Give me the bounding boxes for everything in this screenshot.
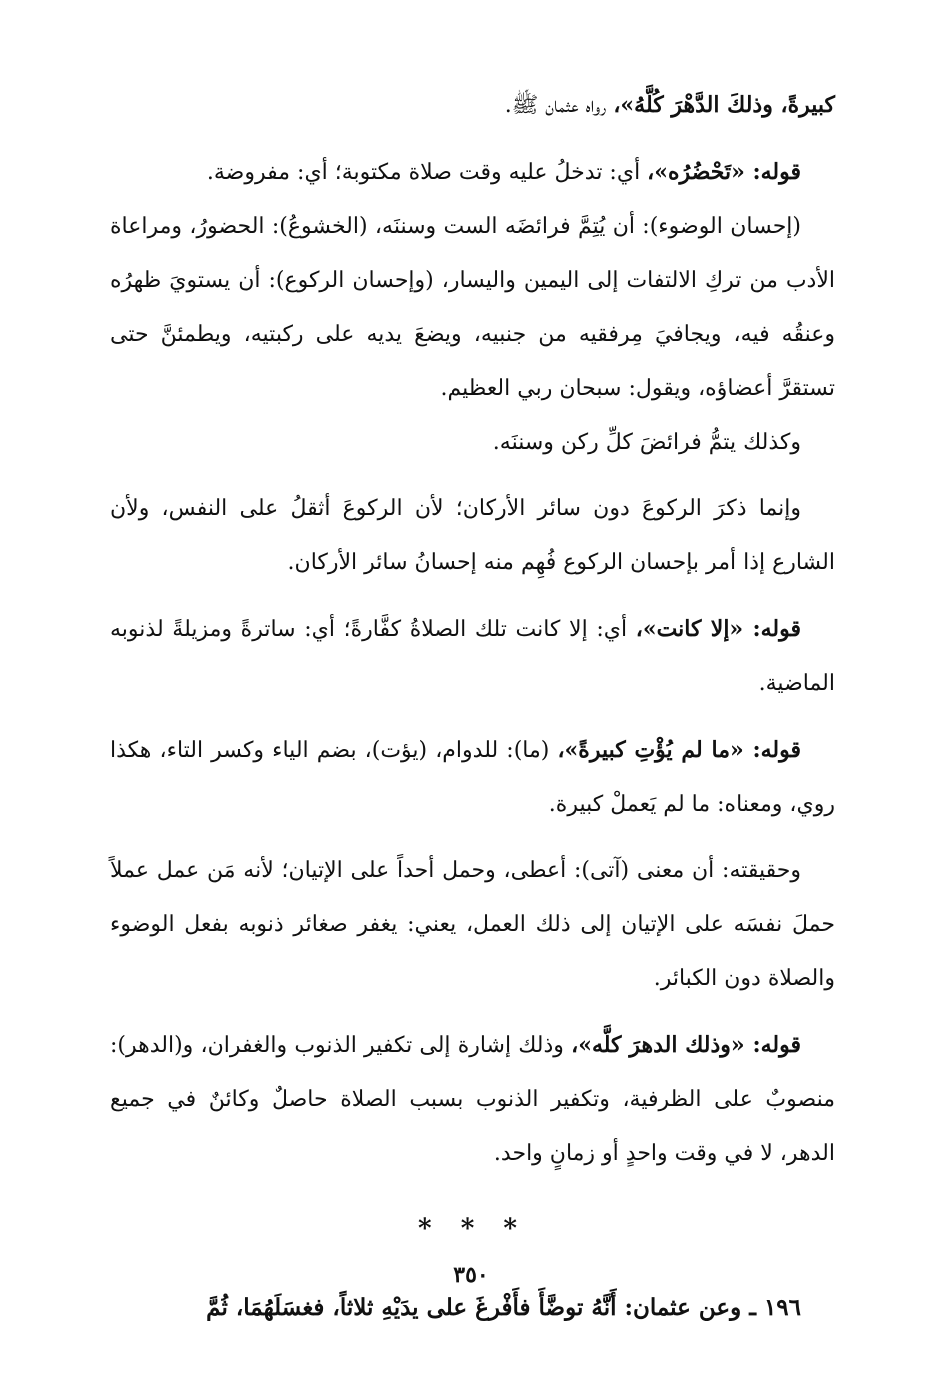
commentary-paragraph-4: وإنما ذكرَ الركوعَ دون سائر الأركان؛ لأن الركوعَ أثقلُ على النفس، ولأن الشارع إذا أمر بإحسان الركوع فُهِم منه إحسانُ سائر الأركان.	[110, 496, 835, 575]
quote-label: قوله: «وذلك الدهرَ كلَّه»،	[571, 1032, 801, 1058]
commentary-paragraph-5	[110, 602, 835, 711]
commentary-paragraph-2: (إحسان الوضوء): أن يُتِمَّ فرائضَه الست وسننَه، (الخشوعُ): الحضورُ، ومراعاة الأدب من تركِ الالتفات إلى اليمين واليسار، (وإحسان الركوع): أن يستويَ ظهرُه وعنقُه فيه، ويجافيَ مِرفقيه من جنبيه، ويضعَ يديه على ركبتيه، ويطمئنَّ حتى تستقرَّ أعضاؤه، ويقول: سبحان ربي العظيم.	[110, 214, 835, 401]
section-separator: * * *	[418, 1214, 527, 1244]
paragraph-text: (ما): للدوام، (يؤت)، بضم الياء وكسر التاء، هكذا روي، ومعناه: ما لم يَعملْ كبيرة.	[110, 738, 835, 817]
quote-label: قوله: «تَحْضُرُه»،	[647, 159, 801, 185]
paragraph-text: أي: تدخلُ عليه وقت صلاة مكتوبة؛ أي: مفروضة.	[206, 160, 648, 185]
top-line	[110, 78, 835, 133]
commentary-paragraph-7: وحقيقته: أن معنى (آتى): أعطى، وحمل أحداً على الإتيان؛ لأنه مَن عمل عملاً حملَ نفسَه على الإتيان إلى ذلك العمل، يعني: يغفر صغائر ذنوبه بفعل الوضوء والصلاة دون الكبائر.	[110, 858, 835, 991]
top-line-text: رواه عثمان ﷺ.	[504, 93, 614, 118]
quote-label: قوله: «إلا كانت»،	[635, 616, 801, 642]
quote-label: قوله: «ما لم يُؤْتِ كبيرةً»،	[557, 737, 801, 763]
commentary-paragraph-6	[110, 723, 835, 832]
commentary-paragraph-8	[110, 1018, 835, 1181]
page-number: ٣٥٠	[453, 1262, 489, 1288]
commentary-paragraph-3: وكذلك يتمُّ فرائضَ كلِّ ركن وسننَه.	[492, 430, 801, 455]
top-line-bold: كبيرةً، وذلكَ الدَّهْرَ كُلَّهُ»،	[613, 92, 835, 118]
paragraph-text: وذلك إشارة إلى تكفير الذنوب والغفران، و(الدهر): منصوبٌ على الظرفية، وتكفير الذنوب بسبب الصلاة حاصلٌ وكائنٌ في جميع الدهر، لا في وقت واحدٍ أو زمانٍ واحد.	[110, 1033, 835, 1166]
hadith-text: ١٩٦ ـ وعن عثمان: أَنَّهُ توضَّأَ فأَفْرغَ على يدَيْهِ ثلاثاً، فغسَلَهُمَا، ثُمَّ	[206, 1294, 801, 1321]
commentary-paragraph-1	[110, 145, 835, 200]
paragraph-text: أي: إلا كانت تلك الصلاةُ كفَّارةً؛ أي: ساترةً ومزيلةً لذنوبه الماضية.	[110, 617, 835, 696]
page-body	[110, 78, 835, 1335]
